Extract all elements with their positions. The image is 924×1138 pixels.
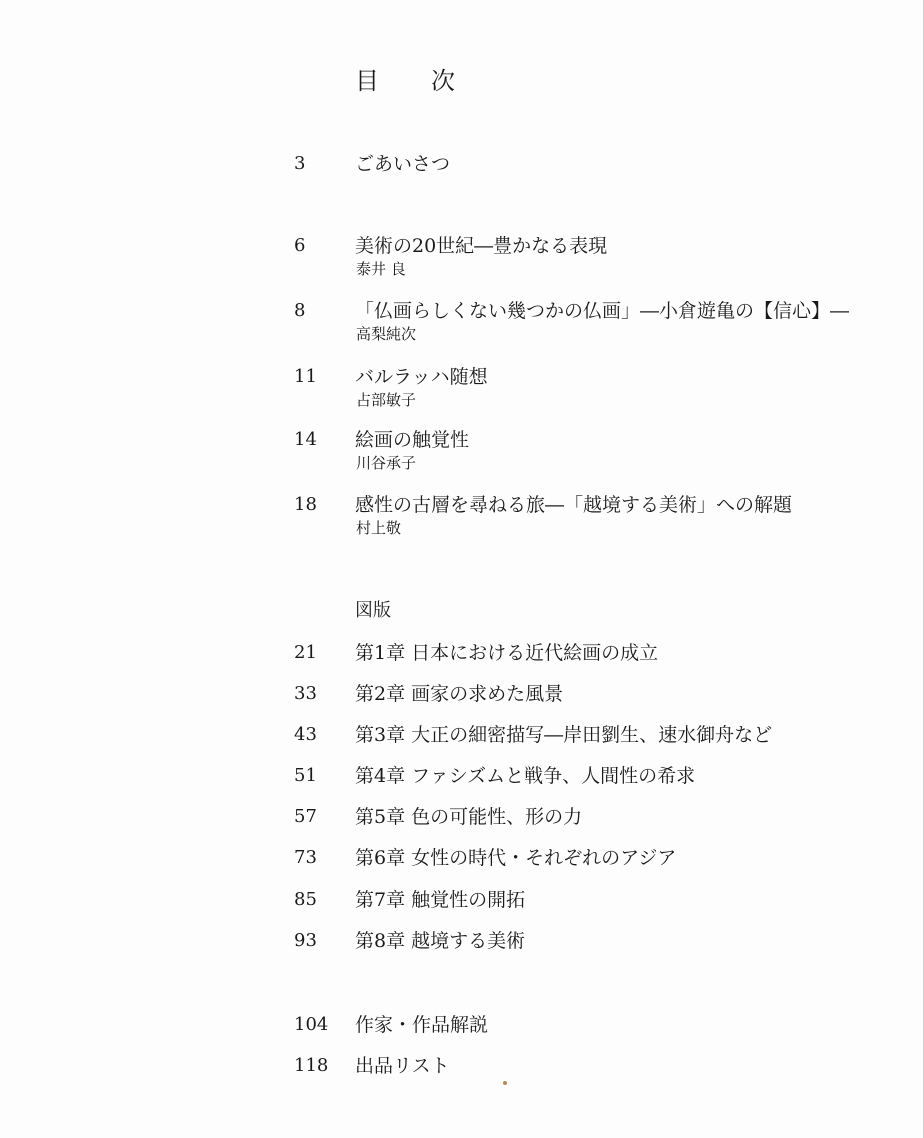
entry-title: 第1章 日本における近代絵画の成立 xyxy=(355,642,659,664)
page-number: 51 xyxy=(294,765,317,786)
entry-title: 第3章 大正の細密描写―岸田劉生、速水御舟など xyxy=(355,724,773,746)
entry-title: 第6章 女性の時代・それぞれのアジア xyxy=(355,847,677,869)
page-number: 33 xyxy=(294,683,317,704)
page-number: 85 xyxy=(294,889,317,910)
entry-title: 出品リスト xyxy=(355,1055,450,1077)
toc-entry-appendix[interactable] xyxy=(0,1013,924,1053)
page-number: 93 xyxy=(294,930,317,951)
toc-entry-chapter[interactable] xyxy=(0,641,924,681)
entry-title: 第7章 触覚性の開拓 xyxy=(355,889,526,911)
page-number: 73 xyxy=(294,847,317,868)
page-number: 18 xyxy=(294,494,317,515)
entry-title: 美術の20世紀―豊かなる表現 xyxy=(355,235,608,257)
page-number: 6 xyxy=(294,235,306,256)
toc-entry-chapter[interactable] xyxy=(0,846,924,886)
page-number: 104 xyxy=(294,1014,329,1035)
entry-title: 「仏画らしくない幾つかの仏画」―小倉遊亀の【信心】― xyxy=(355,300,850,322)
entry-author: 占部敏子 xyxy=(356,391,417,409)
toc-entry-essay[interactable] xyxy=(0,152,924,192)
toc-entry-chapter[interactable] xyxy=(0,888,924,928)
page-number: 57 xyxy=(294,806,317,827)
toc-entry-appendix[interactable] xyxy=(0,1054,924,1094)
entry-author: 高梨純次 xyxy=(356,325,417,343)
page-number: 14 xyxy=(294,429,317,450)
entry-title: 第5章 色の可能性、形の力 xyxy=(355,806,583,828)
entry-title: 第8章 越境する美術 xyxy=(355,930,526,952)
toc-entry-chapter[interactable] xyxy=(0,682,924,722)
entry-author: 村上敬 xyxy=(356,519,402,537)
toc-entry-essay[interactable] xyxy=(0,493,924,537)
toc-entry-chapter[interactable] xyxy=(0,764,924,804)
entry-title: 作家・作品解説 xyxy=(355,1014,489,1036)
toc-entry-essay[interactable] xyxy=(0,365,924,409)
entry-title: バルラッハ随想 xyxy=(355,366,488,388)
toc-entry-chapter[interactable] xyxy=(0,723,924,763)
entry-title: 絵画の触覚性 xyxy=(355,429,470,451)
toc-entry-essay[interactable] xyxy=(0,428,924,472)
toc-entry-chapter[interactable] xyxy=(0,929,924,969)
entry-title: 第4章 ファシズムと戦争、人間性の希求 xyxy=(355,765,696,787)
toc-entry-essay[interactable] xyxy=(0,299,924,343)
entry-author: 川谷承子 xyxy=(356,454,417,472)
toc-entry-essay[interactable] xyxy=(0,234,924,278)
page-number: 11 xyxy=(294,366,317,387)
page-number: 3 xyxy=(294,153,306,174)
toc-entry-chapter[interactable] xyxy=(0,805,924,845)
page-title: 目 次 xyxy=(355,67,469,95)
page-number: 21 xyxy=(294,642,317,663)
section-label-plates: 図版 xyxy=(355,600,391,621)
page-number: 43 xyxy=(294,724,317,745)
entry-title: ごあいさつ xyxy=(355,153,451,175)
entry-title: 感性の古層を尋ねる旅―「越境する美術」への解題 xyxy=(355,494,793,516)
entry-title: 第2章 画家の求めた風景 xyxy=(355,683,564,705)
page-number: 8 xyxy=(294,300,306,321)
page-number: 118 xyxy=(294,1055,329,1076)
entry-author: 泰井 良 xyxy=(356,260,406,278)
paper-speck xyxy=(503,1081,507,1085)
